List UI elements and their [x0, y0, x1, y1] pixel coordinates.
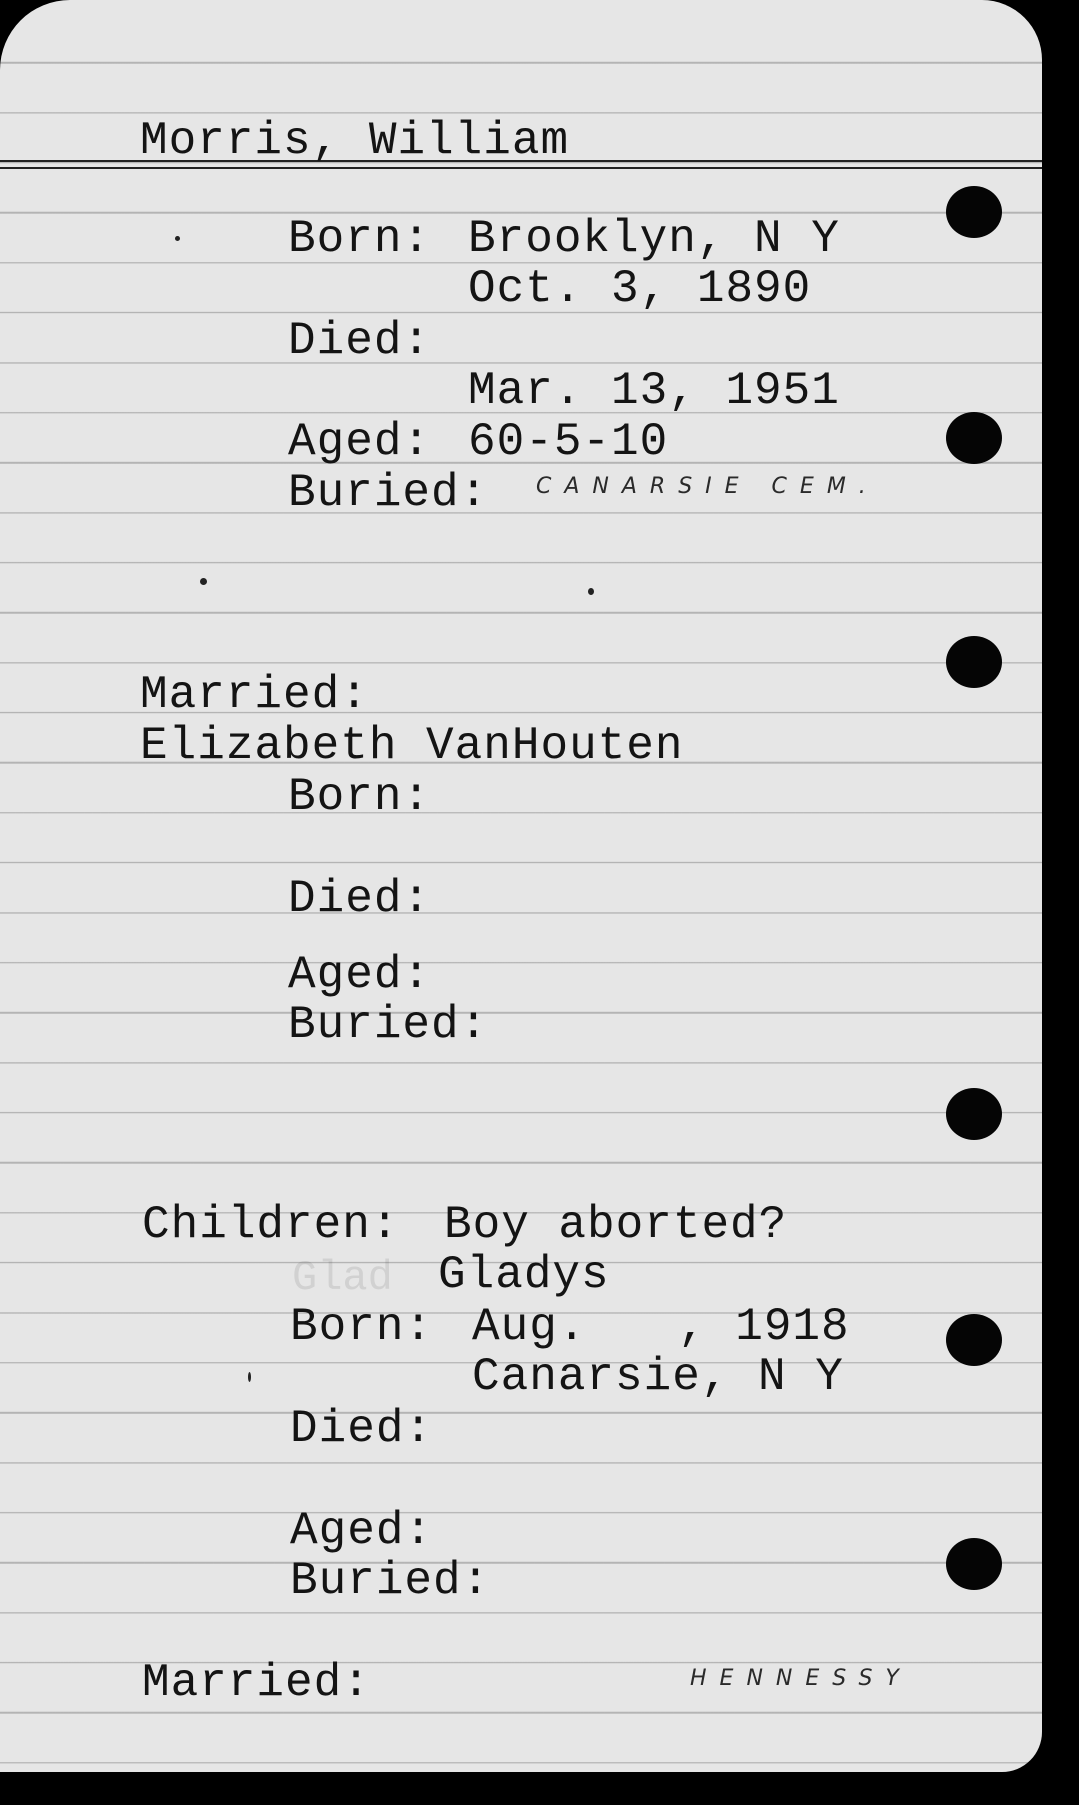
spouse-born-label: Born: — [288, 771, 432, 823]
children-label: Children: — [142, 1199, 400, 1251]
erased-text: Glad — [292, 1254, 393, 1302]
aged-value: 60-5-10 — [468, 416, 669, 468]
born-place: Brooklyn, N Y — [468, 213, 840, 265]
child-born-place: Canarsie, N Y — [472, 1351, 844, 1403]
card-name: Morris, William — [140, 115, 570, 167]
aged-label: Aged: — [288, 416, 432, 468]
child-1: Boy aborted? — [444, 1199, 788, 1251]
died-label: Died: — [288, 315, 432, 367]
born-date: Oct. 3, 1890 — [468, 263, 812, 315]
spouse-died-label: Died: — [288, 873, 432, 925]
binder-hole — [946, 186, 1002, 238]
spouse-aged-label: Aged: — [288, 949, 432, 1001]
binder-hole — [946, 636, 1002, 688]
header-rule-secondary — [0, 167, 1042, 169]
binder-hole — [946, 412, 1002, 464]
child-born-month: Aug. — [472, 1301, 587, 1353]
child-died-label: Died: — [290, 1403, 434, 1455]
child-married-handwritten: HENNESSY — [690, 1666, 912, 1691]
married-label: Married: — [140, 669, 369, 721]
speck — [200, 578, 207, 585]
speck — [175, 236, 180, 241]
child-buried-label: Buried: — [290, 1555, 491, 1607]
born-label: Born: — [288, 213, 432, 265]
speck — [248, 1372, 251, 1382]
binder-hole — [946, 1088, 1002, 1140]
buried-label: Buried: — [288, 467, 489, 519]
child-born-label: Born: — [290, 1301, 434, 1353]
spouse-name: Elizabeth VanHouten — [140, 720, 684, 772]
child-aged-label: Aged: — [290, 1505, 434, 1557]
child-married-label: Married: — [142, 1657, 371, 1709]
died-date: Mar. 13, 1951 — [468, 365, 840, 417]
spouse-buried-label: Buried: — [288, 999, 489, 1051]
child-born-year: , 1918 — [678, 1301, 850, 1353]
speck — [588, 588, 594, 595]
binder-hole — [946, 1314, 1002, 1366]
binder-hole — [946, 1538, 1002, 1590]
child-2: Gladys — [438, 1249, 610, 1301]
buried-handwritten: CANARSIE CEM. — [536, 474, 879, 499]
